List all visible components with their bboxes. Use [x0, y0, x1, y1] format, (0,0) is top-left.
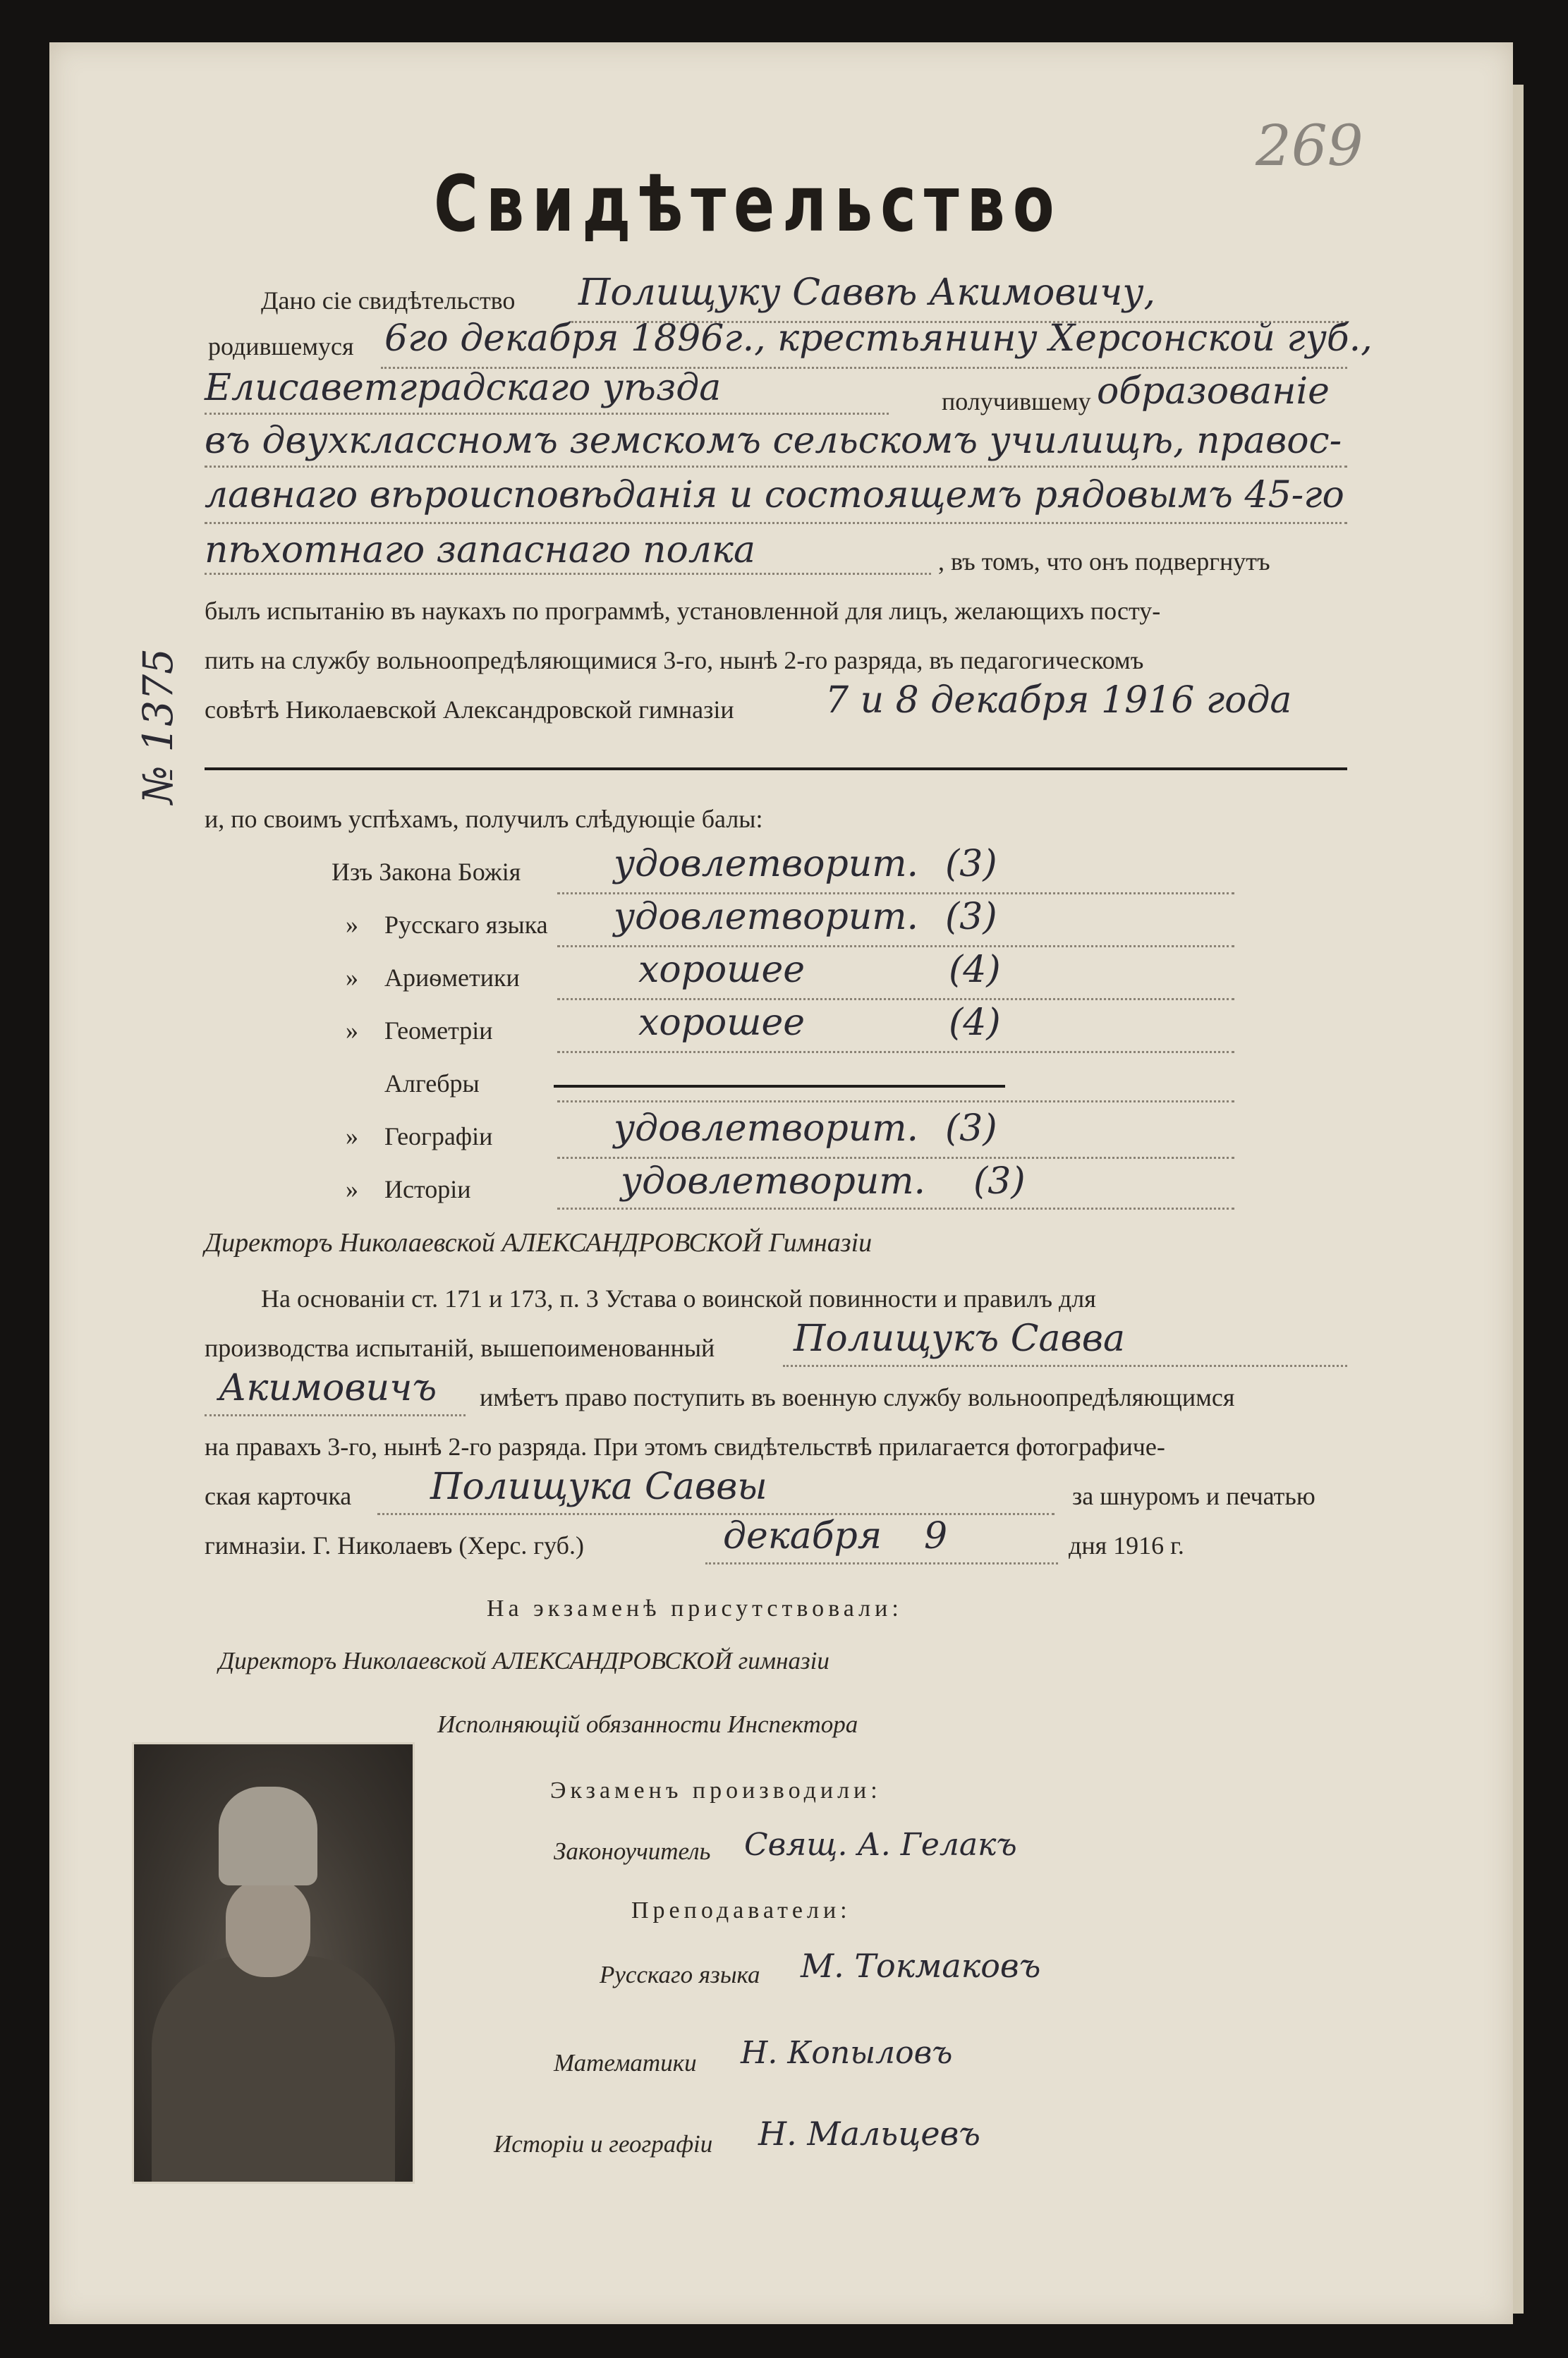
algebra-dash	[554, 1085, 1005, 1088]
grade-row-mark: »	[346, 1122, 358, 1150]
portrait-photo	[132, 1742, 415, 2184]
dotted-line	[557, 892, 1234, 894]
grades-intro: и, по своимъ успѣхамъ, получилъ слѣдующіе балы:	[205, 805, 763, 833]
present-inspector: Исполняющій обязанности Инспектора	[437, 1710, 858, 1738]
holder-name: Полищуку Саввѣ Акимовичу,	[578, 272, 1156, 314]
grade-row-grade: удовлетворит.	[621, 1160, 926, 1203]
intro-line6-text: , въ томъ, что онъ подвергнутъ	[938, 547, 1270, 576]
dotted-line	[557, 945, 1234, 947]
law-teacher-signature: Свящ. А. Гелакъ	[744, 1827, 1017, 1863]
grade-row-score: (3)	[945, 896, 997, 938]
grade-row-mark: »	[346, 1175, 358, 1203]
regiment-info: пѣхотнаго запаснаго полка	[205, 529, 755, 571]
holder-patronymic: Акимовичъ	[219, 1367, 437, 1409]
exam-present-heading: На экзаменѣ присутствовали:	[487, 1596, 903, 1622]
dotted-line	[205, 522, 1347, 524]
intro-line1-label: Дано сіе свидѣтельство	[261, 286, 516, 315]
basis-line2-label: производства испытаній, вышепоименованный	[205, 1334, 715, 1362]
grade-row-score: (3)	[973, 1160, 1026, 1203]
russian-teacher-signature: М. Токмаковъ	[801, 1947, 1041, 1985]
math-teacher-signature: Н. Копыловъ	[741, 2035, 953, 2071]
basis-line3-text: имѣетъ право поступить въ военную службу вольноопредѣляющимся	[480, 1383, 1235, 1411]
grade-row-subject: Алгебры	[384, 1069, 480, 1098]
grade-row-subject: Геометріи	[384, 1016, 493, 1045]
intro-line2-label: родившемуся	[208, 332, 354, 360]
photo-fur-hat	[219, 1787, 317, 1885]
history-teacher-signature: Н. Мальцевъ	[758, 2115, 980, 2153]
dotted-line	[377, 1513, 1055, 1515]
religion-rank-info: лавнаго вѣроисповѣданія и состоящемъ рядовымъ 45-го	[205, 474, 1344, 516]
district-info: Елисаветградскаго уѣзда	[205, 367, 722, 409]
photo-owner-name: Полищука Саввы	[430, 1466, 767, 1508]
education-word: образованіе	[1097, 370, 1330, 413]
birth-info: 6го декабря 1896г., крестьянину Херсонской губ.,	[384, 317, 1373, 360]
dotted-line	[705, 1562, 1058, 1564]
grade-row-score: (4)	[949, 1002, 1001, 1044]
grade-row-score: (3)	[945, 1107, 997, 1150]
dotted-line	[205, 1414, 466, 1416]
intro-line3-label: получившему	[942, 387, 1091, 415]
history-teacher-label: Исторіи и географіи	[494, 2130, 713, 2158]
dotted-line	[557, 998, 1234, 1000]
document-title: Свидѣтельство	[434, 159, 1062, 249]
present-director: Директоръ Николаевской АЛЕКСАНДРОВСКОЙ гимназіи	[219, 1647, 829, 1675]
russian-teacher-label: Русскаго языка	[600, 1961, 760, 1988]
dotted-line	[557, 1208, 1234, 1210]
photo-face	[226, 1878, 310, 1977]
grade-row-subject: Географіи	[384, 1122, 493, 1150]
page-number: 269	[1256, 113, 1363, 178]
intro-line7-text: былъ испытанію въ наукахъ по программѣ, установленной для лицъ, желающихъ посту-	[205, 597, 1161, 625]
basis-line1: На основаніи ст. 171 и 173, п. 3 Устава о воинской повинности и правилъ для	[261, 1284, 1096, 1313]
dotted-line	[557, 1100, 1234, 1102]
grade-row-grade: хорошее	[638, 949, 806, 991]
grade-row-score: (3)	[945, 843, 997, 885]
education-info: въ двухклассномъ земскомъ сельскомъ училищѣ, правос-	[205, 420, 1342, 462]
grade-row-subject: Исторіи	[384, 1175, 471, 1203]
dotted-line	[557, 1051, 1234, 1053]
separator-rule	[205, 767, 1347, 770]
basis-line6-label: гимназіи. Г. Николаевъ (Херс. губ.)	[205, 1531, 584, 1560]
dotted-line	[205, 413, 889, 415]
intro-line8-text: пить на службу вольноопредѣляющимися 3-го, нынѣ 2-го разряда, въ педагогическомъ	[205, 646, 1144, 674]
grade-row-grade: удовлетворит.	[614, 896, 919, 938]
intro-line9-label: совѣтѣ Николаевской Александровской гимназіи	[205, 695, 734, 724]
photo-coat	[152, 1956, 395, 2184]
dotted-line	[557, 1157, 1234, 1159]
director-line: Директоръ Николаевской АЛЕКСАНДРОВСКОЙ Гимназіи	[205, 1228, 873, 1258]
grade-row-subject: Изъ Закона Божія	[332, 858, 521, 886]
grade-row-subject: Ариѳметики	[384, 964, 520, 992]
basis-line6-suffix: дня 1916 г.	[1069, 1531, 1184, 1560]
grade-row-grade: хорошее	[638, 1002, 806, 1044]
basis-line4: на правахъ 3-го, нынѣ 2-го разряда. При этомъ свидѣтельствѣ прилагается фотографиче-	[205, 1433, 1165, 1461]
exam-conducted-heading: Экзаменъ производили:	[550, 1777, 882, 1804]
dotted-line	[205, 466, 1347, 468]
exam-dates: 7 и 8 декабря 1916 года	[825, 679, 1292, 722]
grade-row-grade: удовлетворит.	[614, 1107, 919, 1150]
law-teacher-label: Законоучитель	[554, 1837, 711, 1865]
dotted-line	[783, 1365, 1347, 1367]
basis-line5-suffix: за шнуромъ и печатью	[1072, 1482, 1315, 1510]
basis-line5-label: ская карточка	[205, 1482, 352, 1510]
grade-row-subject: Русскаго языка	[384, 911, 548, 939]
issue-day: 9	[924, 1515, 948, 1557]
teachers-heading: Преподаватели:	[631, 1897, 851, 1924]
grade-row-mark: »	[346, 911, 358, 939]
holder-name-repeat: Полищукъ Савва	[794, 1318, 1126, 1360]
grade-row-mark: »	[346, 964, 358, 992]
issue-month: декабря	[723, 1515, 882, 1557]
math-teacher-label: Математики	[554, 2049, 697, 2077]
registry-number: № 1375	[134, 648, 182, 804]
dotted-line	[205, 573, 931, 575]
grade-row-mark: »	[346, 1016, 358, 1045]
grade-row-grade: удовлетворит.	[614, 843, 919, 885]
grade-row-score: (4)	[949, 949, 1001, 991]
registry-number-stamp	[134, 648, 182, 804]
